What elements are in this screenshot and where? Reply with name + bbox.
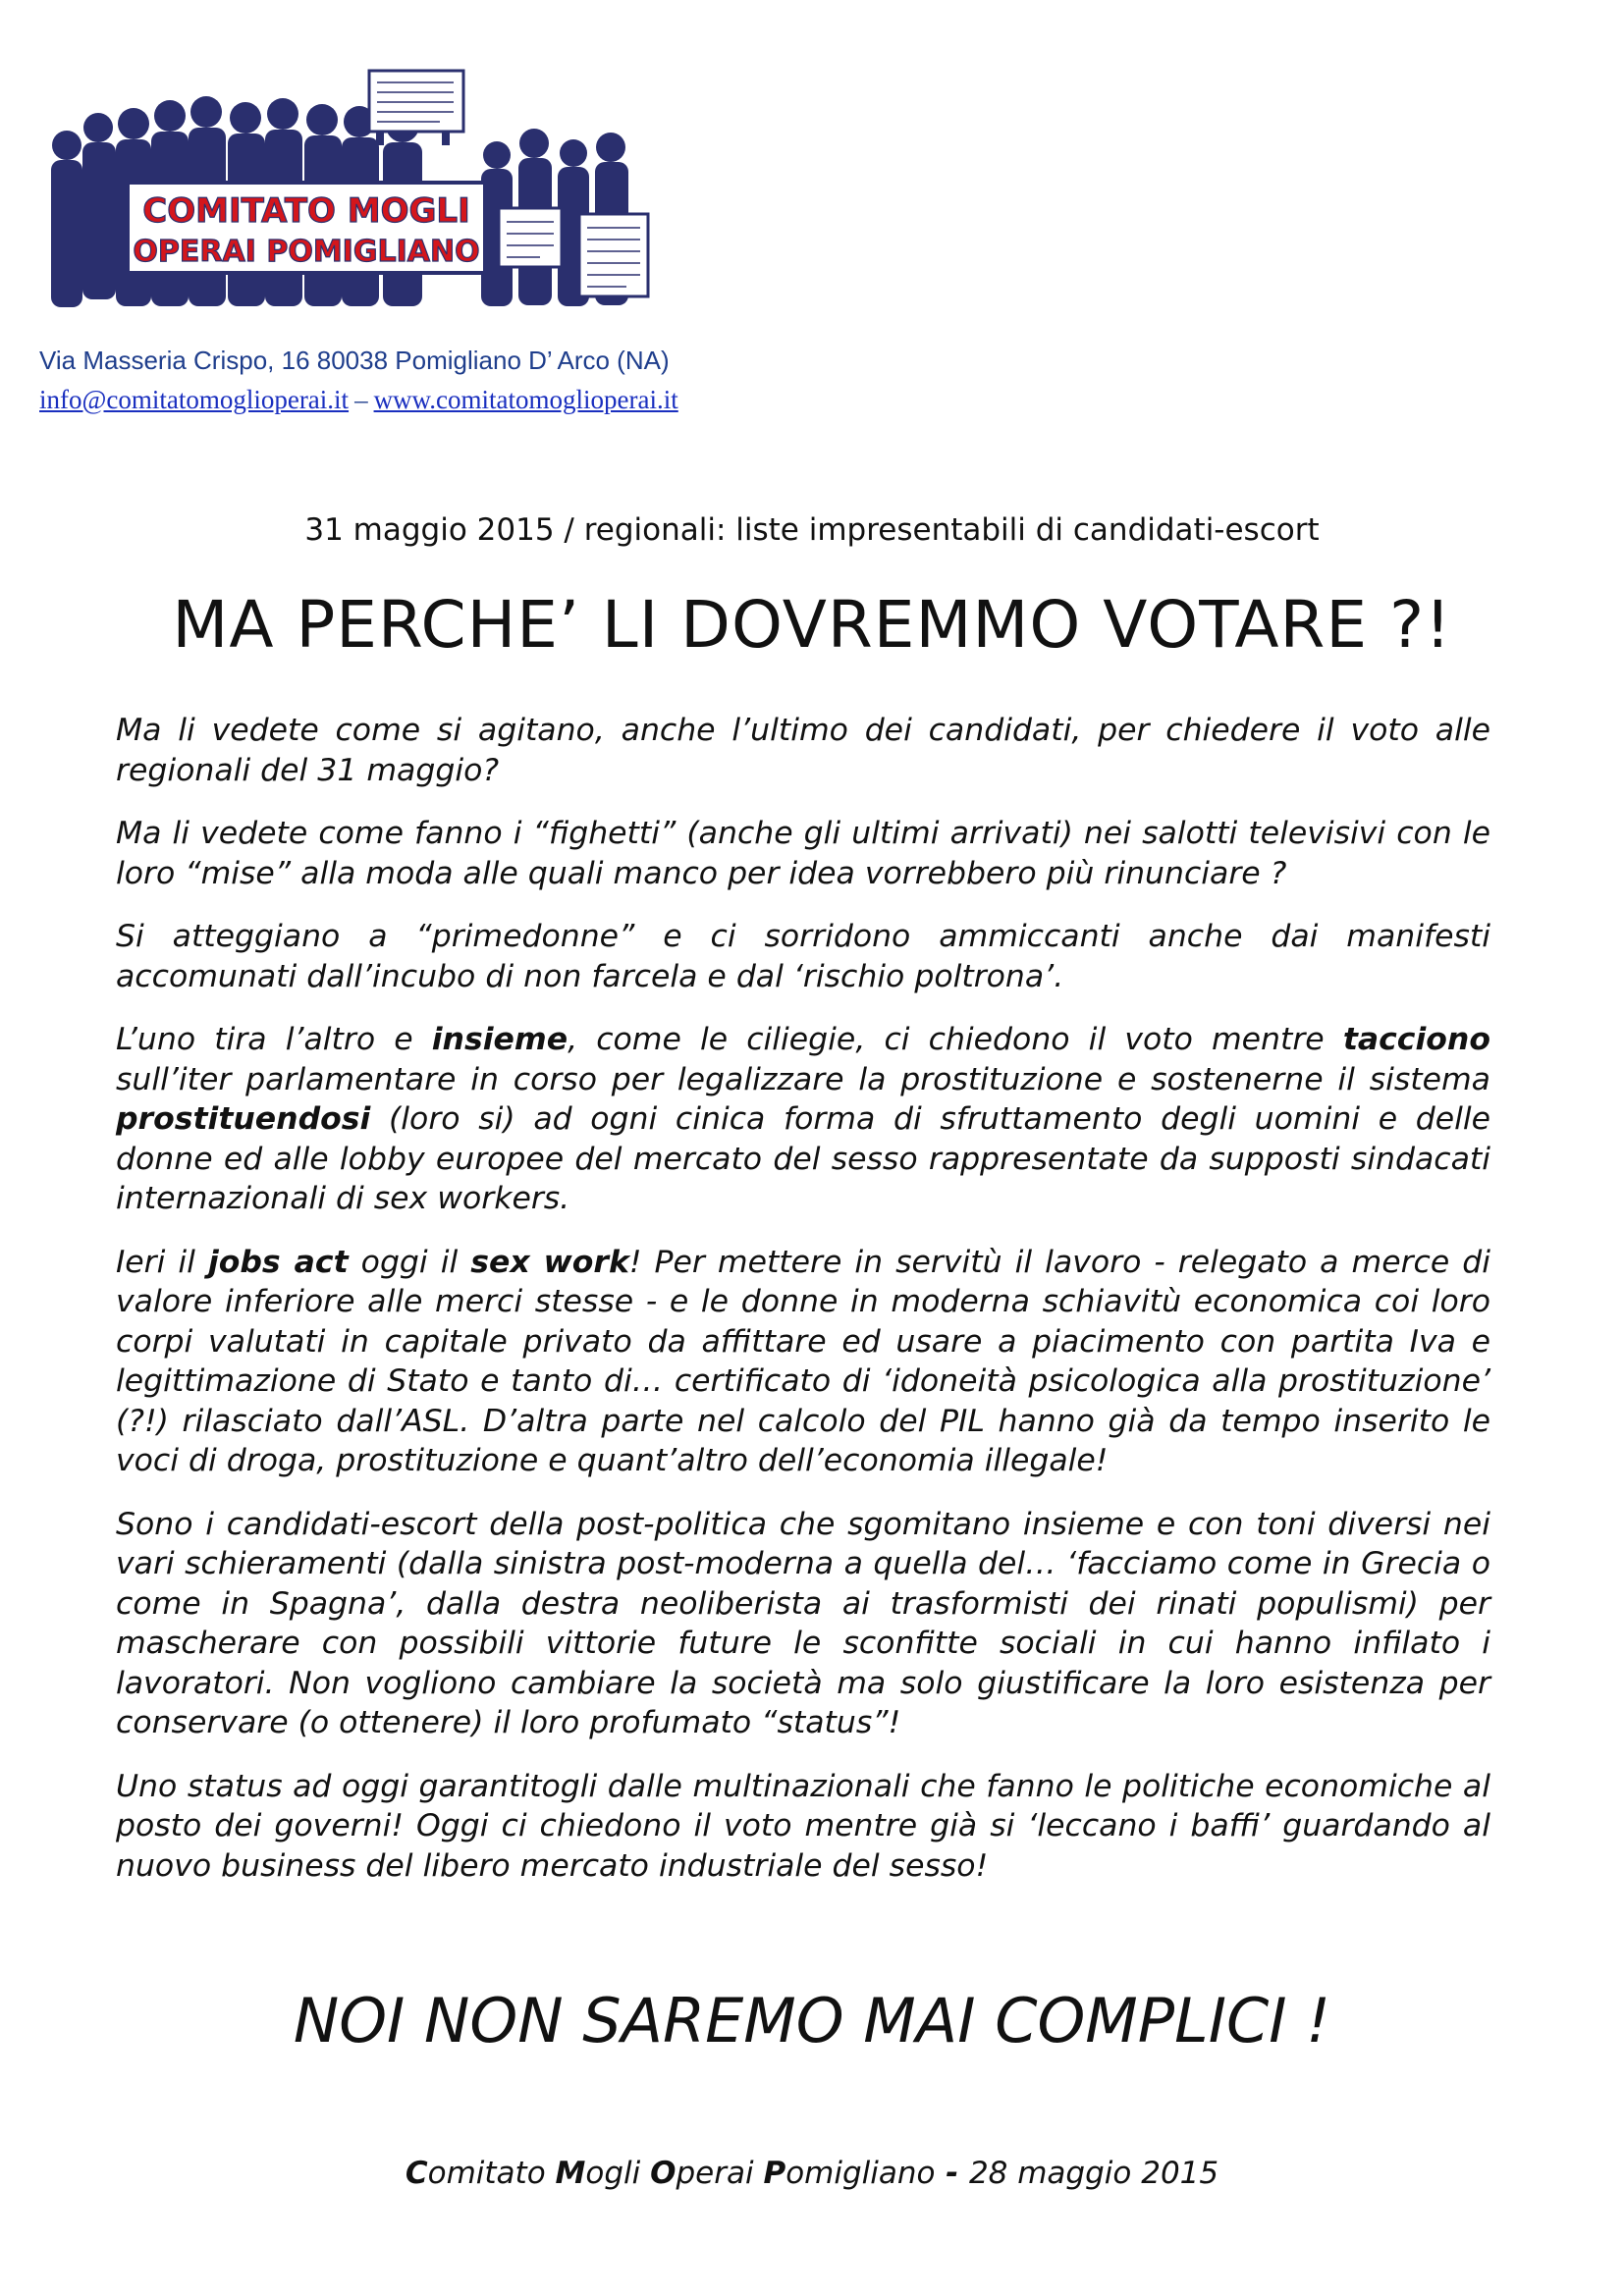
paragraph-5 [116, 1243, 1490, 1481]
website-link[interactable]: www.comitatomoglioperai.it [373, 385, 678, 414]
text-run: sull’iter parlamentare in corso per legalizzare la prostituzione e sostenerne il sistema [116, 1061, 1490, 1097]
initial-m: M [555, 2156, 586, 2191]
text-run: omigliano [785, 2156, 936, 2191]
initial-c: C [405, 2156, 428, 2191]
text-run: ! Per mettere in servitù il lavoro - relegato a merce di valore inferiore alle merci stesse - e le donne in moderna schiavitù economica coi loro corpi valutati in capitale privato da affittare ed usare a piacimento con partita Iva e legittimazione di Stato e tanto di… certificato di ‘idoneità psicologica alla prostituzione’ (?!) rilasciato dall’ASL. D’altra parte nel calcolo del PIL hanno già da tempo inserito le voci di droga, prostituzione e quant’altro dell’economia illegale! [116, 1244, 1490, 1478]
signature-dash: - [935, 2156, 969, 2191]
signature-date: 28 maggio 2015 [968, 2156, 1219, 2191]
logo-line-1: COMITATO MOGLI [142, 191, 470, 231]
contact-links [39, 385, 678, 415]
initial-o: O [650, 2156, 677, 2191]
address-line: Via Masseria Crispo, 16 80038 Pomigliano D’ Arco (NA) [39, 346, 670, 375]
email-link[interactable]: info@comitatomoglioperai.it [39, 385, 350, 414]
bold-run: prostituendosi [116, 1101, 371, 1137]
initial-p: P [763, 2156, 786, 2191]
paragraph-6: Sono i candidati-escort della post-politica che sgomitano insieme e con toni diversi nei vari schieramenti (dalla sinistra post-moderna a quella del… ‘facciamo come in Grecia o come in Spagna’, dalla destra neoliberista ai trasformisti dei rinati populismi) per mascherare con possibili vittorie future le sconfitte sociali in cui hanno infilato i lavoratori. Non vogliono cambiare la società ma solo giustificare la loro esistenza per conservare (o ottenere) il loro profumato “status”! [116, 1506, 1490, 1740]
closing-slogan: NOI NON SAREMO MAI COMPLICI ! [293, 1985, 1331, 2056]
text-run: ogli [585, 2156, 651, 2191]
paragraph-3: Si atteggiano a “primedonne” e ci sorridono ammiccanti anche dai manifesti accomunati dall’incubo di non farcela e dal ‘rischio poltrona’. [116, 919, 1490, 994]
organization-logo [37, 67, 666, 318]
bold-run: sex work [470, 1244, 629, 1280]
text-run: (loro si) ad ogni cinica forma di sfruttamento degli uomini e delle donne ed alle lobby europee del mercato del sesso rappresentate da supposti sindacati internazionali di sex workers. [116, 1101, 1490, 1216]
bold-run: insieme [431, 1022, 568, 1057]
logo-line-2: OPERAI POMIGLIANO [133, 235, 480, 269]
paragraph-7: Uno status ad oggi garantitogli dalle multinazionali che fanno le politiche economiche al posto dei governi! Oggi ci chiedono il voto mentre già si ‘leccano i baffi’ guardando al nuovo business del libero mercato industriale del sesso! [116, 1768, 1490, 1884]
document-subtitle: 31 maggio 2015 / regionali: liste impresentabili di candidati-escort [304, 512, 1320, 548]
text-run: perai [676, 2156, 764, 2191]
document-title: MA PERCHE’ LI DOVREMMO VOTARE ?! [172, 587, 1452, 663]
link-separator: – [354, 385, 368, 414]
bold-run: tacciono [1342, 1022, 1490, 1057]
document-body [116, 711, 1490, 1909]
paragraph-4 [116, 1020, 1490, 1219]
paragraph-1: Ma li vedete come si agitano, anche l’ultimo dei candidati, per chiedere il voto alle regionali del 31 maggio? [116, 713, 1490, 788]
bold-run: jobs act [207, 1244, 349, 1280]
text-run: oggi il [348, 1244, 471, 1280]
text-run: L’uno tira l’altro e [116, 1022, 432, 1057]
text-run: Ieri il [116, 1244, 208, 1280]
signature-line [0, 2156, 1624, 2191]
text-run: , come le ciliegie, ci chiedono il voto mentre [568, 1022, 1343, 1057]
paragraph-2: Ma li vedete come fanno i “fighetti” (anche gli ultimi arrivati) nei salotti televisivi con le loro “mise” alla moda alle quali manco per idea vorrebbero più rinunciare ? [116, 816, 1490, 891]
text-run: omitato [427, 2156, 556, 2191]
